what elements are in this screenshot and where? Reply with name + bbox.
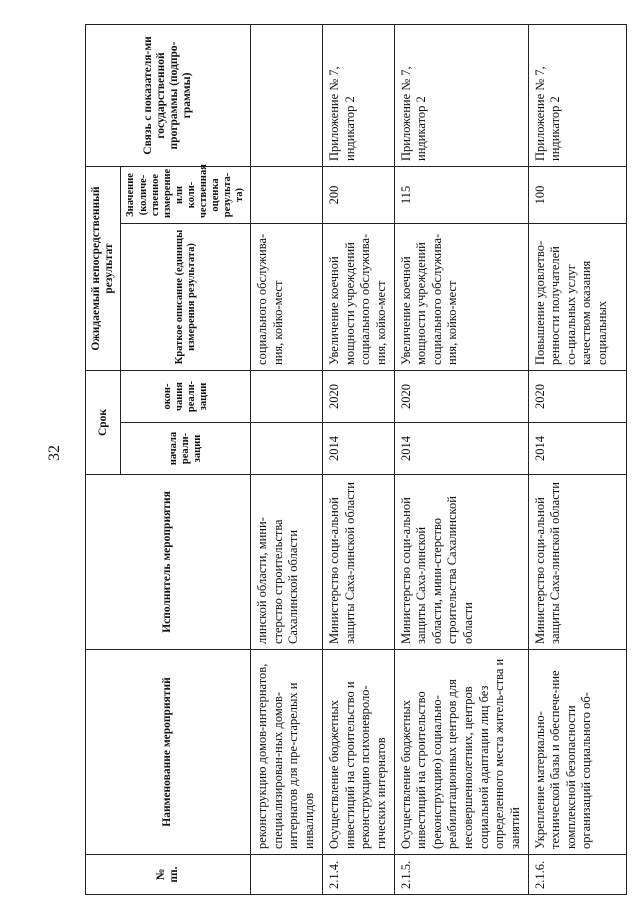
- page-number: 32: [46, 445, 63, 461]
- row-start: [251, 423, 323, 475]
- row-executor: линской области, мини-стерство строительства Сахалинской области: [251, 475, 323, 650]
- row-desc: Увеличение коечной мощности учреждений социального обслужива-ния, койко-мест: [323, 223, 395, 370]
- row-start: 2014: [323, 423, 395, 475]
- row-desc: Повышение удовлетво-ренности получателей со-циальных услуг качеством оказания социальных: [528, 223, 626, 370]
- row-link: Приложение № 7, индикатор 2: [528, 24, 626, 166]
- row-start: 2014: [394, 423, 528, 475]
- row-executor: Министерство соци-альной защиты Саха-линской области, мини-стерство строительства Сахалинской области: [394, 475, 528, 650]
- row-num: 2.1.6.: [528, 855, 626, 895]
- row-end: 2020: [528, 370, 626, 422]
- row-executor: Министерство соци-альной защиты Саха-линской области: [323, 475, 395, 650]
- activities-table: [85, 24, 627, 895]
- header-term-start: начала реали-зации: [121, 423, 251, 475]
- header-expected-desc: Краткое описание (единицы измерения результата): [121, 223, 251, 370]
- row-num: 2.1.4.: [323, 855, 395, 895]
- header-link: Связь с показателя-ми государственной программы (подпро-граммы): [86, 24, 251, 166]
- row-name: Укрепление материально-технической базы и обеспече-ние комплексной безопасности организаций социального об-: [528, 650, 626, 855]
- row-desc: социального обслужива-ния, койко-мест: [251, 223, 323, 370]
- document-table-area: [85, 25, 627, 895]
- row-num: 2.1.5.: [394, 855, 528, 895]
- header-expected-value: Значение (количе-ственное измерение или коли-чественная оценка результа-та): [121, 166, 251, 223]
- header-name: Наименование мероприятий: [86, 650, 251, 855]
- header-num: № пп.: [86, 855, 251, 895]
- table-row: [323, 24, 395, 894]
- row-num: [251, 855, 323, 895]
- row-start: 2014: [528, 423, 626, 475]
- row-desc: Увеличение коечной мощности учреждений социального обслужива-ния, койко-мест: [394, 223, 528, 370]
- row-executor: Министерство соци-альной защиты Саха-линской области: [528, 475, 626, 650]
- table-row: [528, 24, 626, 894]
- row-end: [251, 370, 323, 422]
- row-name: Осуществление бюджетных инвестиций на строительство (реконструкцию) социально-реабилитационных центров для несовершеннолетних, центров социальной адаптации лиц без определенного места житель-ства и занятий: [394, 650, 528, 855]
- header-term: Срок: [86, 370, 121, 474]
- row-value: 200: [323, 166, 395, 223]
- table-row: [251, 24, 323, 894]
- row-name: Осуществление бюджетных инвестиций на строительство и реконструкцию психоневроло-гических интернатов: [323, 650, 395, 855]
- header-expected: Ожидаемый непосредственный результат: [86, 166, 121, 370]
- row-end: 2020: [323, 370, 395, 422]
- table-row: [394, 24, 528, 894]
- row-value: 100: [528, 166, 626, 223]
- header-term-end: окон-чания реали-зации: [121, 370, 251, 422]
- row-name: реконструкцию домов-интернатов, специализирован-ных домов-интернатов для пре-старелых и инвалидов: [251, 650, 323, 855]
- row-link: Приложение № 7, индикатор 2: [323, 24, 395, 166]
- row-end: 2020: [394, 370, 528, 422]
- row-link: Приложение № 7, индикатор 2: [394, 24, 528, 166]
- row-link: [251, 24, 323, 166]
- header-executor: Исполнитель мероприятия: [86, 475, 251, 650]
- row-value: [251, 166, 323, 223]
- row-value: 115: [394, 166, 528, 223]
